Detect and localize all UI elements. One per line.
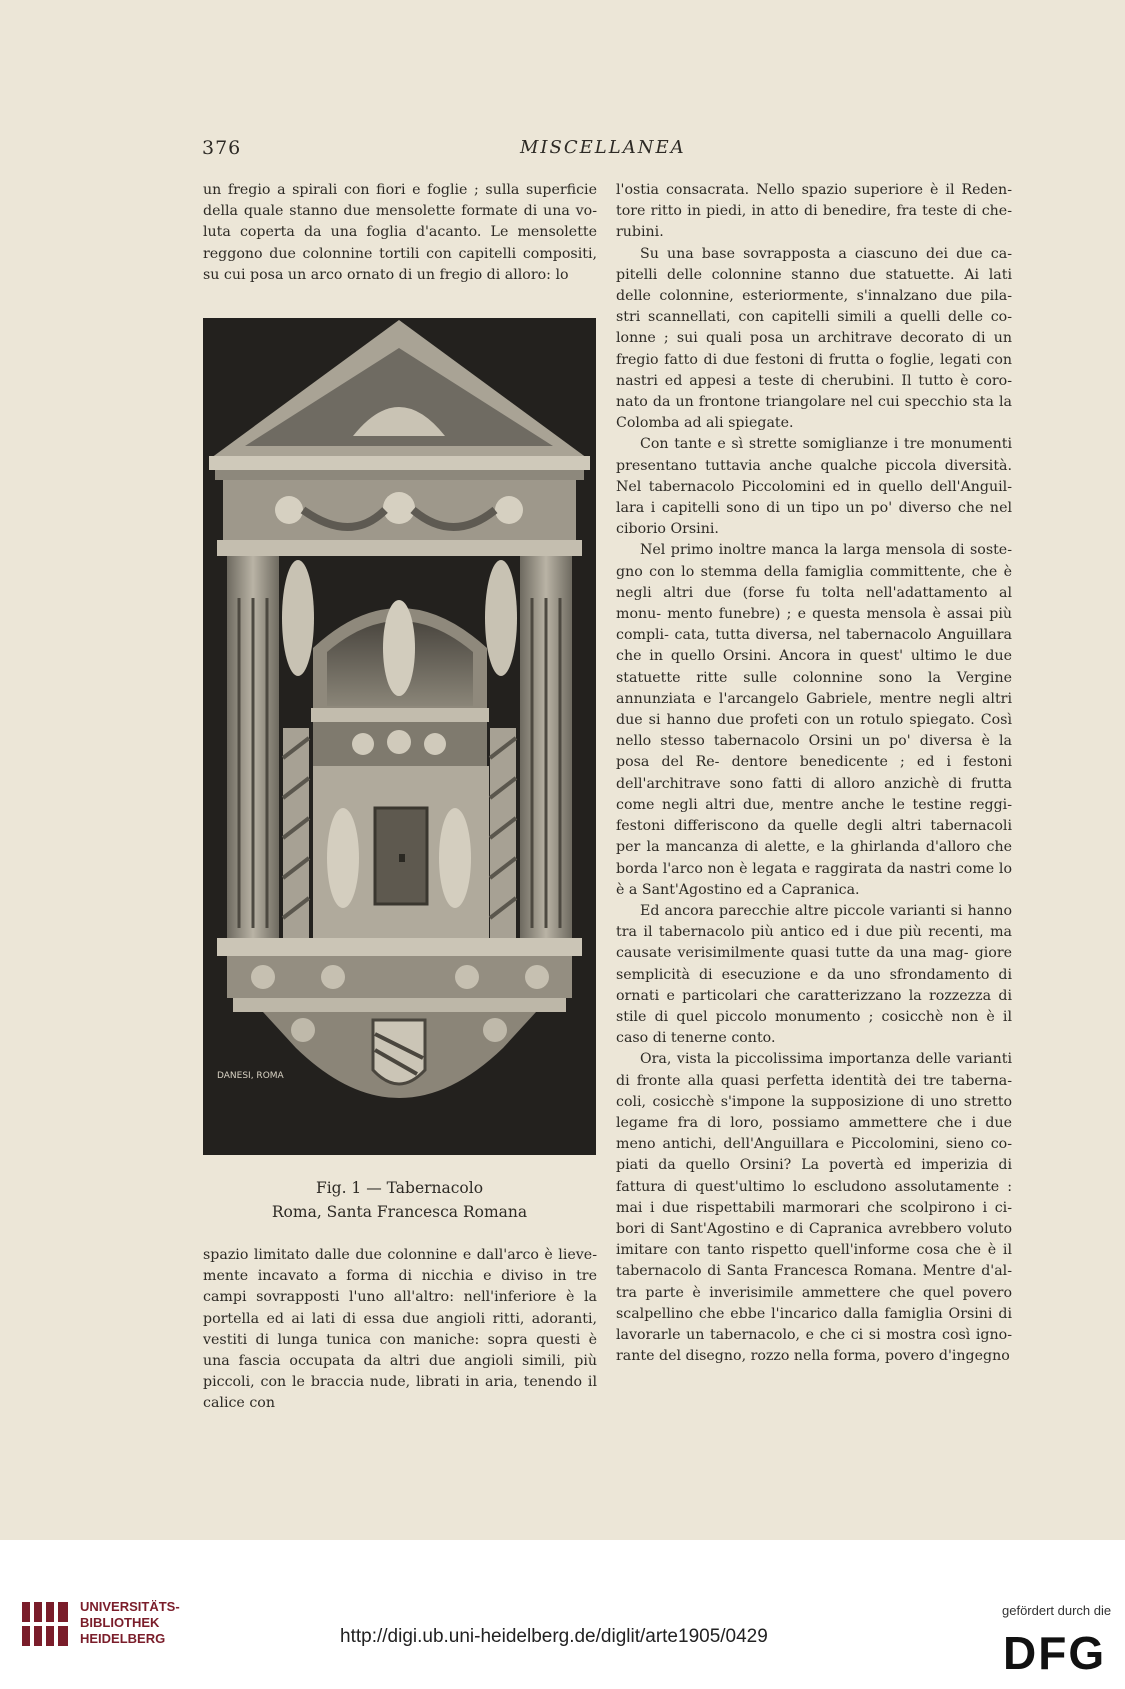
library-name-line: BIBLIOTHEK [80, 1615, 160, 1630]
text-line: un fregio a spirali con fiori e foglie ; sulla superficie [203, 182, 597, 198]
text-line: dentore benedicente ; ed i festoni dell'architrave sono [616, 754, 1012, 792]
text-line: ciborio Orsini. [616, 521, 719, 538]
text-line: Nel primo inoltre manca la larga mensola di soste- [640, 542, 1012, 559]
library-name-line: UNIVERSITÄTS- [80, 1599, 180, 1614]
text-line: lunga tunica con maniche: sopra questi è una fascia [203, 1331, 597, 1370]
left-column-bottom-text [203, 1245, 597, 1415]
paragraph [616, 901, 1012, 1049]
text-line: tra parte è inverisimile ammettere che quel povero [616, 1284, 1012, 1301]
text-line: braccia nude, librati in aria, tenendo il calice con [203, 1374, 598, 1412]
text-line: quello Orsini. Ancora in quest' ultimo le due statuette [616, 648, 1012, 686]
university-library-logo-icon [20, 1598, 70, 1650]
text-line: Ora, vista la piccolissima importanza delle varianti [640, 1051, 1012, 1068]
paragraph [203, 1245, 597, 1415]
paragraph [616, 1049, 1012, 1367]
paragraph [203, 180, 597, 286]
text-line: ma causate verisimilmente quasi tutte da una mag- [616, 924, 1013, 962]
text-line: gno con lo stemma della famiglia committente, che è [616, 563, 1012, 580]
text-line: a Capranica. [768, 881, 860, 898]
text-line: di ornati e particolari che caratterizzano la rozzezza di [616, 966, 1012, 1004]
text-line: fregio fatto di due festoni di frutta o foglie, legati con [616, 351, 1012, 368]
text-line: e raggirata da nastri come lo è a Sant'Agostino ed [616, 860, 1012, 898]
paragraph [616, 244, 1012, 435]
text-line: Con tante e sì strette somiglianze i tre monumenti [640, 436, 1012, 453]
text-line: due profeti con un rotulo spiegato. Così nello stesso [616, 712, 1012, 750]
text-line: meno antichi, dell'Anguillara e Piccolomini, sieno co- [616, 1136, 1012, 1153]
text-line: la Colomba ad ali spiegate. [616, 394, 1013, 432]
text-line: piati da quello Orsini? La povertà ed imperizia di [616, 1157, 1012, 1174]
text-line: e la ghirlanda d'alloro che borda l'arco non è legata [616, 839, 1013, 877]
text-line: legame fra di loro, possiamo ammettere che i due [616, 1114, 1012, 1131]
text-line: reggono due colonnine tortili con capitelli compositi, [203, 245, 597, 262]
text-line: fattura di quest'ultimo lo escludono assolutamente : [616, 1178, 1012, 1195]
text-line: spazio limitato dalle due colonnine e dall'arco è lieve- [203, 1247, 597, 1263]
text-line: delle colonnine, esteriormente, s'innalzano due pila- [616, 288, 1012, 305]
text-line: sovrapposti l'uno all'altro: nell'inferiore è la portella [203, 1289, 597, 1327]
text-line: tore ritto in piedi, in atto di benedire, fra teste di che- [616, 203, 1012, 220]
text-line: tabernacolo Orsini un po' diversa è la posa del Re- [616, 733, 1012, 771]
text-line: della quale stanno due mensolette formate di una vo- [203, 203, 597, 220]
photo-credit: DANESI, ROMA [217, 1071, 284, 1081]
text-line: tabernacolo di Santa Francesca Romana. Mentre d'al- [616, 1263, 1012, 1280]
text-line: mento funebre) ; e questa mensola è assai più compli- [616, 606, 1012, 644]
figure-caption [203, 1176, 596, 1224]
text-line: lara i capitelli sono di un tipo un po' diverso che nel [616, 500, 1012, 517]
paragraph [616, 540, 1012, 900]
text-line: bori di Sant'Agostino e di Capranica avrebbero voluto [616, 1220, 1012, 1237]
caption-line: Fig. 1 — Tabernacolo [315, 1179, 484, 1197]
text-line: presentano tuttavia anche qualche piccola diversità. [616, 457, 1012, 474]
text-line: mentre anche le testine reggi-festoni differiscono da [616, 796, 1012, 835]
text-line: stile di quel piccolo monumento ; cosicchè non è il [616, 1008, 1012, 1025]
text-line: mai i due rispettabili marmorari che scolpirono i ci- [616, 1199, 1012, 1216]
text-line: l'ostia consacrata. Nello spazio superiore è il Reden- [616, 182, 1012, 198]
text-line: tra il tabernacolo più antico ed i due più recenti, [616, 924, 984, 941]
text-line: nato da un frontone triangolare nel cui specchio sta [616, 394, 994, 411]
funding-label: gefördert durch die [1002, 1603, 1112, 1618]
library-name [80, 1599, 180, 1647]
text-line: quelle degli altri tabernacoli per la mancanza di alette, [616, 818, 1012, 856]
text-line: rubini. [616, 224, 664, 241]
text-line: caso di tenerne conto. [616, 1030, 776, 1047]
text-line: su cui posa un arco ornato di un fregio di alloro: lo [203, 266, 569, 283]
caption-line: Roma, Santa Francesca Romana [271, 1203, 528, 1221]
text-line: lavorarle un tabernacolo, e che ci si mostra così igno- [616, 1326, 1012, 1343]
text-line: Ed ancora parecchie altre piccole varianti si hanno [640, 902, 1012, 919]
text-line: mente incavato a forma di nicchia e diviso in tre campi [203, 1268, 597, 1306]
source-url-link[interactable]: http://digi.ub.uni-heidelberg.de/diglit/arte1905/0429 [340, 1626, 768, 1647]
right-column-text [616, 180, 1012, 1367]
text-line: negli altri due (forse fu tolta nell'adattamento al monu- [616, 584, 1012, 623]
paragraph [616, 434, 1012, 540]
text-line: nastri ed appesi a teste di cherubini. Il tutto è coro- [616, 372, 1012, 389]
text-line: cata, tutta diversa, nel tabernacolo Anguillara che in [616, 627, 1013, 665]
text-line: Su una base sovrapposta a ciascuno dei due ca- [640, 245, 1012, 262]
text-line: stri scannellati, con capitelli simili a quelli delle co- [616, 309, 1012, 326]
text-line: lonne ; sui quali posa un architrave decorato di un [616, 330, 1012, 347]
text-line: giore semplicità di esecuzione e da uno sfrondamento [616, 945, 1013, 983]
text-line: coli, cosicchè s'impone la supposizione di uno stretto [616, 1093, 1012, 1110]
dfg-logo: DFG [1003, 1627, 1107, 1679]
library-name-line: HEIDELBERG [80, 1631, 166, 1646]
left-column-top-text [203, 180, 597, 286]
text-line: pitelli delle colonnine stanno due statuette. Ai lati [616, 266, 1012, 283]
text-line: luta coperta da una foglia d'acanto. Le mensolette [203, 224, 597, 241]
text-line: rante del disegno, rozzo nella forma, povero d'ingegno [616, 1348, 1010, 1365]
text-line: fatti di alloro anzichè di frutta come negli altri due, [616, 775, 1012, 813]
tabernacle-photograph [203, 318, 596, 1155]
text-line: Nel tabernacolo Piccolomini ed in quello dell'Anguil- [616, 478, 1012, 495]
text-line: l'arcangelo Gabriele, mentre negli altri due si hanno [616, 690, 1012, 729]
text-line: ritte sulle colonnine sono la Vergine annunziata e [616, 669, 1012, 707]
text-line: imitare con tanto rispetto quell'informe cosa che è il [616, 1242, 1012, 1259]
text-line: scalpellino che ebbe l'incarico dalla famiglia Orsini di [616, 1305, 1012, 1322]
running-head: MISCELLANEA [520, 137, 686, 158]
paragraph [616, 180, 1012, 244]
page-number: 376 [202, 137, 242, 159]
text-line: ed ai lati di essa due angioli ritti, adoranti, vestiti di [203, 1310, 597, 1348]
text-line: di fronte alla quasi perfetta identità dei tre taberna- [616, 1072, 1012, 1089]
text-line: occupata da altri due angioli simili, più piccoli, con le [203, 1353, 597, 1391]
